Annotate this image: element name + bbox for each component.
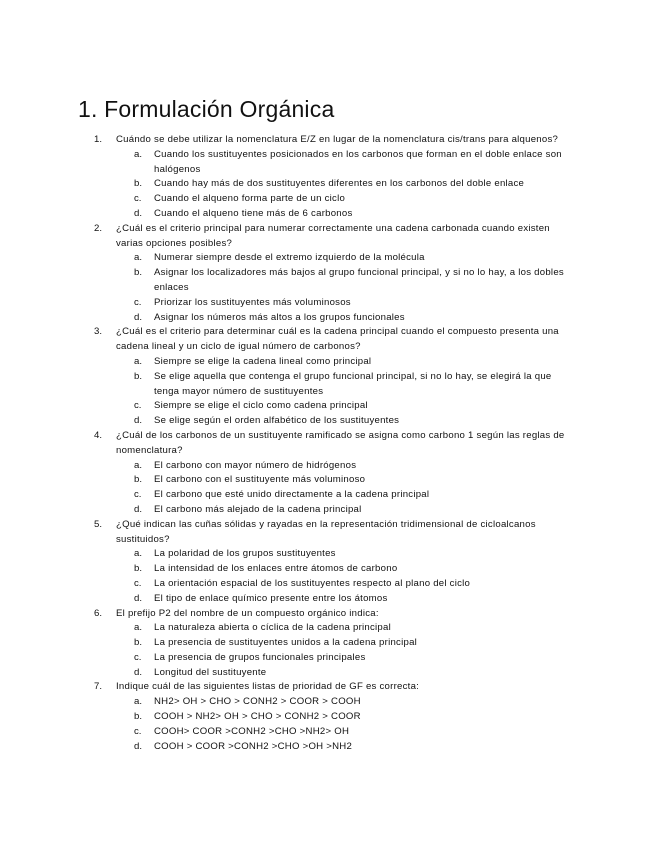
option-text: Asignar los localizadores más bajos al grupo funcional principal, y si no lo hay, a los dobles enlaces — [154, 267, 564, 293]
answer-option — [0, 414, 655, 429]
option-letter: a. — [134, 548, 143, 560]
option-letter: d. — [134, 415, 143, 427]
option-letter: b. — [134, 370, 143, 382]
answer-option — [0, 547, 655, 562]
option-text: La orientación espacial de los sustituyentes respecto al plano del ciclo — [154, 577, 471, 589]
option-letter: d. — [134, 311, 143, 323]
question-number: 4. — [94, 429, 103, 441]
option-text: El carbono con el sustituyente más voluminoso — [154, 474, 366, 486]
question-text: El prefijo P2 del nombre de un compuesto orgánico indica: — [116, 607, 379, 619]
option-letter: b. — [134, 178, 143, 190]
question-text: ¿Cuál es el criterio para determinar cuál es la cadena principal cuando el compuesto presenta una cadena lineal y un ciclo de igual número de carbonos? — [116, 326, 559, 353]
option-text: Cuando el alqueno forma parte de un ciclo — [154, 193, 346, 205]
option-letter: c. — [134, 296, 142, 308]
option-text: Se elige según el orden alfabético de los sustituyentes — [154, 415, 400, 427]
answer-option — [0, 311, 655, 326]
option-letter: d. — [134, 503, 143, 515]
option-text: NH2> OH > CHO > CONH2 > COOR > COOH — [154, 696, 361, 708]
option-text: La naturaleza abierta o cíclica de la cadena principal — [154, 622, 391, 634]
option-letter: b. — [134, 474, 143, 486]
option-text: Cuando el alqueno tiene más de 6 carbonos — [154, 207, 353, 219]
question-text: Cuándo se debe utilizar la nomenclatura E/Z en lugar de la nomenclatura cis/trans para alquenos? — [116, 134, 559, 145]
option-text: La polaridad de los grupos sustituyentes — [154, 548, 336, 560]
question-text: ¿Cuál de los carbonos de un sustituyente ramificado se asigna como carbono 1 según las reglas de nomenclatura? — [116, 429, 565, 456]
option-letter: b. — [134, 267, 143, 279]
question-4 — [0, 429, 655, 459]
question-number: 2. — [94, 222, 103, 234]
question-5 — [0, 518, 655, 548]
option-letter: b. — [134, 637, 143, 649]
option-letter: b. — [134, 711, 143, 723]
option-text: COOH> COOR >CONH2 >CHO >NH2> OH — [154, 725, 350, 737]
option-letter: a. — [134, 696, 143, 708]
option-letter: d. — [134, 666, 143, 678]
question-3 — [0, 325, 655, 355]
question-1 — [0, 133, 655, 148]
option-text: El carbono con mayor número de hidrógenos — [154, 459, 357, 471]
option-text: La presencia de grupos funcionales principales — [154, 651, 366, 663]
answer-option — [0, 592, 655, 607]
option-letter: a. — [134, 355, 143, 367]
option-letter: b. — [134, 563, 143, 575]
option-letter: c. — [134, 651, 142, 663]
answer-option — [0, 370, 655, 400]
page-title: 1. Formulación Orgánica — [78, 96, 335, 122]
answer-option — [0, 459, 655, 474]
answer-option — [0, 577, 655, 592]
answer-option — [0, 399, 655, 414]
option-letter: c. — [134, 400, 142, 412]
option-letter: a. — [134, 622, 143, 634]
question-6 — [0, 607, 655, 622]
answer-option — [0, 666, 655, 681]
option-text: El tipo de enlace químico presente entre los átomos — [154, 592, 388, 604]
question-number: 3. — [94, 326, 103, 338]
question-7 — [0, 680, 655, 695]
answer-option — [0, 207, 655, 222]
option-letter: c. — [134, 489, 142, 501]
option-letter: a. — [134, 252, 143, 264]
answer-option — [0, 192, 655, 207]
option-text: La intensidad de los enlaces entre átomos de carbono — [154, 563, 398, 575]
option-text: Asignar los números más altos a los grupos funcionales — [154, 311, 405, 323]
option-text: COOH > COOR >CONH2 >CHO >OH >NH2 — [154, 740, 353, 752]
question-text: Indique cuál de las siguientes listas de prioridad de GF es correcta: — [116, 681, 420, 693]
option-text: El carbono que esté unido directamente a la cadena principal — [154, 489, 430, 501]
question-number: 5. — [94, 518, 103, 530]
option-text: El carbono más alejado de la cadena principal — [154, 503, 362, 515]
option-text: Siempre se elige el ciclo como cadena principal — [154, 400, 368, 412]
option-letter: c. — [134, 577, 142, 589]
answer-option — [0, 621, 655, 636]
answer-option — [0, 355, 655, 370]
answer-option — [0, 251, 655, 266]
option-text: Siempre se elige la cadena lineal como principal — [154, 355, 372, 367]
option-text: Priorizar los sustituyentes más voluminosos — [154, 296, 351, 308]
answer-option — [0, 473, 655, 488]
answer-option — [0, 710, 655, 725]
question-list — [0, 133, 655, 754]
answer-option — [0, 651, 655, 666]
option-text: Longitud del sustituyente — [154, 666, 267, 678]
answer-option — [0, 488, 655, 503]
answer-option — [0, 636, 655, 651]
question-number: 6. — [94, 607, 103, 619]
answer-option — [0, 296, 655, 311]
answer-option — [0, 177, 655, 192]
option-text: Numerar siempre desde el extremo izquierdo de la molécula — [154, 252, 425, 264]
option-letter: a. — [134, 459, 143, 471]
option-letter: d. — [134, 592, 143, 604]
option-letter: c. — [134, 193, 142, 205]
question-number: 7. — [94, 681, 103, 693]
answer-option — [0, 740, 655, 755]
option-text: COOH > NH2> OH > CHO > CONH2 > COOR — [154, 711, 361, 723]
question-text: ¿Qué indican las cuñas sólidas y rayadas en la representación tridimensional de cicloalcanos sustituidos? — [116, 518, 536, 545]
option-text: Cuando hay más de dos sustituyentes diferentes en los carbonos del doble enlace — [154, 178, 525, 190]
option-letter: c. — [134, 725, 142, 737]
answer-option — [0, 503, 655, 518]
option-text: Cuando los sustituyentes posicionados en los carbonos que forman en el doble enlace son halógenos — [154, 148, 562, 175]
question-text: ¿Cuál es el criterio principal para numerar correctamente una cadena carbonada cuando existen varias opciones posibles? — [116, 222, 550, 249]
answer-option — [0, 725, 655, 740]
answer-option — [0, 695, 655, 710]
option-text: La presencia de sustituyentes unidos a la cadena principal — [154, 637, 418, 649]
answer-option — [0, 266, 655, 296]
option-letter: d. — [134, 207, 143, 219]
option-letter: a. — [134, 148, 143, 160]
question-number: 1. — [94, 134, 103, 145]
answer-option — [0, 148, 655, 178]
question-2 — [0, 222, 655, 252]
option-letter: d. — [134, 740, 143, 752]
option-text: Se elige aquella que contenga el grupo funcional principal, si no lo hay, se elegirá la que tenga mayor número de sustituyentes — [154, 370, 552, 397]
answer-option — [0, 562, 655, 577]
